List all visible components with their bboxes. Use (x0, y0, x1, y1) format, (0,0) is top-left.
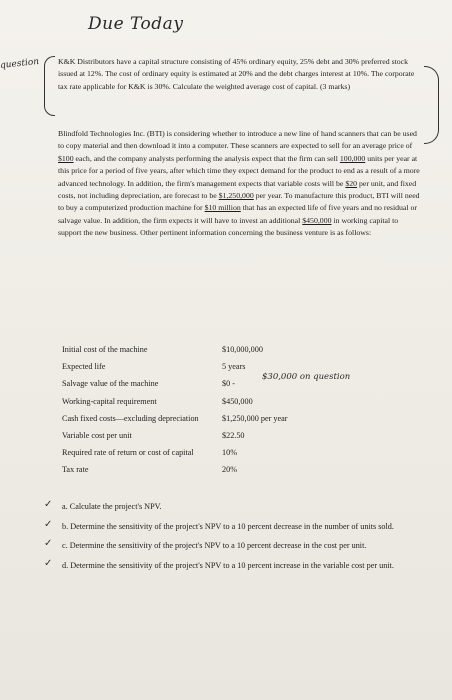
row-value: $450,000 (222, 396, 253, 406)
table-row (62, 444, 402, 461)
table-row (62, 410, 402, 427)
p2-part7: in working capital to support the new business. Other pertinent information concerning the business venture is as follows: (58, 215, 399, 238)
handwritten-title: Due Today (88, 14, 184, 34)
table-row (62, 427, 402, 444)
p2-part2: each, and the company analysts performing the analysis expect that the firm can sell (73, 153, 340, 163)
question-item (44, 538, 418, 553)
p2-part4: per unit, and fixed costs, not including depreciation, are forecast to be (58, 178, 417, 201)
table-row (62, 375, 402, 392)
row-label: Initial cost of the machine (62, 345, 148, 354)
project-info-table (62, 341, 402, 479)
row-value: 10% (222, 448, 238, 458)
question-item (44, 499, 418, 514)
row-value: $22.50 (222, 431, 245, 441)
row-label: Cash fixed costs—excluding depreciation (62, 413, 199, 423)
row-label: Salvage value of the machine (62, 379, 159, 389)
question-item (44, 557, 418, 573)
table-row (62, 461, 402, 478)
p2-fixed: $1,250,000 (218, 191, 254, 201)
check-icon: ✓ (44, 499, 53, 510)
question-item (44, 518, 418, 534)
handwritten-margin-note: question (0, 56, 40, 72)
p2-part6: that has an expected life of five years and no residual or salvage value. In addition, the firm expects it will have to invest an additional (58, 203, 417, 225)
table-row (62, 393, 402, 410)
p2-wc: $450,000 (302, 215, 332, 225)
row-label: Expected life (62, 362, 106, 372)
row-value: $10,000,000 (222, 345, 263, 354)
table-row (62, 358, 402, 375)
question-text: a. Calculate the project's NPV. (62, 502, 162, 511)
left-brace-mark (44, 56, 55, 116)
question-text: b. Determine the sensitivity of the project's NPV to a 10 percent decrease in the number of units sold. (62, 521, 394, 531)
row-value: $1,250,000 per year (222, 413, 288, 423)
right-brace-mark (424, 66, 439, 144)
row-label: Variable cost per unit (62, 431, 132, 441)
question-text: c. Determine the sensitivity of the project's NPV to a 10 percent decrease in the cost per unit. (62, 541, 367, 551)
check-icon: ✓ (44, 557, 53, 569)
p2-part5: per year. To manufacture this product, BTI will need to buy a computerized production machine for (58, 191, 420, 213)
question-list (44, 499, 418, 578)
check-icon: ✓ (44, 518, 53, 530)
p2-units: 100,000 (339, 153, 366, 163)
p2-part1: Blindfold Technologies Inc. (BTI) is considering whether to introduce a new line of hand scanners that can be used to copy material and then download it into a computer. These scanners are expected to sell for an average price of (58, 129, 417, 151)
row-value: 5 years (222, 362, 246, 372)
table-row (62, 341, 402, 358)
row-label: Required rate of return or cost of capital (62, 448, 194, 458)
question-paragraph-wacc: K&K Distributors have a capital structure consisting of 45% ordinary equity, 25% debt and 30% preferred stock issued at 12%. The cost of ordinary equity is estimated at 20% and the debt charges interest at 10%. The corporate tax rate applicable for K&K is 30%. Calculate the weighted average cost of capital. (3 marks) (58, 57, 415, 91)
question-text: d. Determine the sensitivity of the project's NPV to a 10 percent increase in the variable cost per unit. (62, 560, 394, 570)
check-icon: ✓ (44, 538, 53, 550)
p2-part3: units per year at this price for a period of five years, after which time they expect demand for the product to end as a result of a more advanced technology. In addition, the firm's management expects that variable costs will be (58, 153, 420, 188)
p2-machine: $10 million (204, 203, 241, 213)
p2-price: $100 (58, 153, 74, 163)
row-value: $0 - (222, 379, 235, 389)
handwritten-salvage-note: $30,000 on question (262, 372, 351, 382)
row-label: Working-capital requirement (62, 396, 157, 406)
row-label: Tax rate (62, 465, 89, 475)
bti-case-paragraph (58, 128, 420, 240)
row-value: 20% (222, 465, 238, 475)
p2-varcost: $20 (345, 178, 358, 188)
